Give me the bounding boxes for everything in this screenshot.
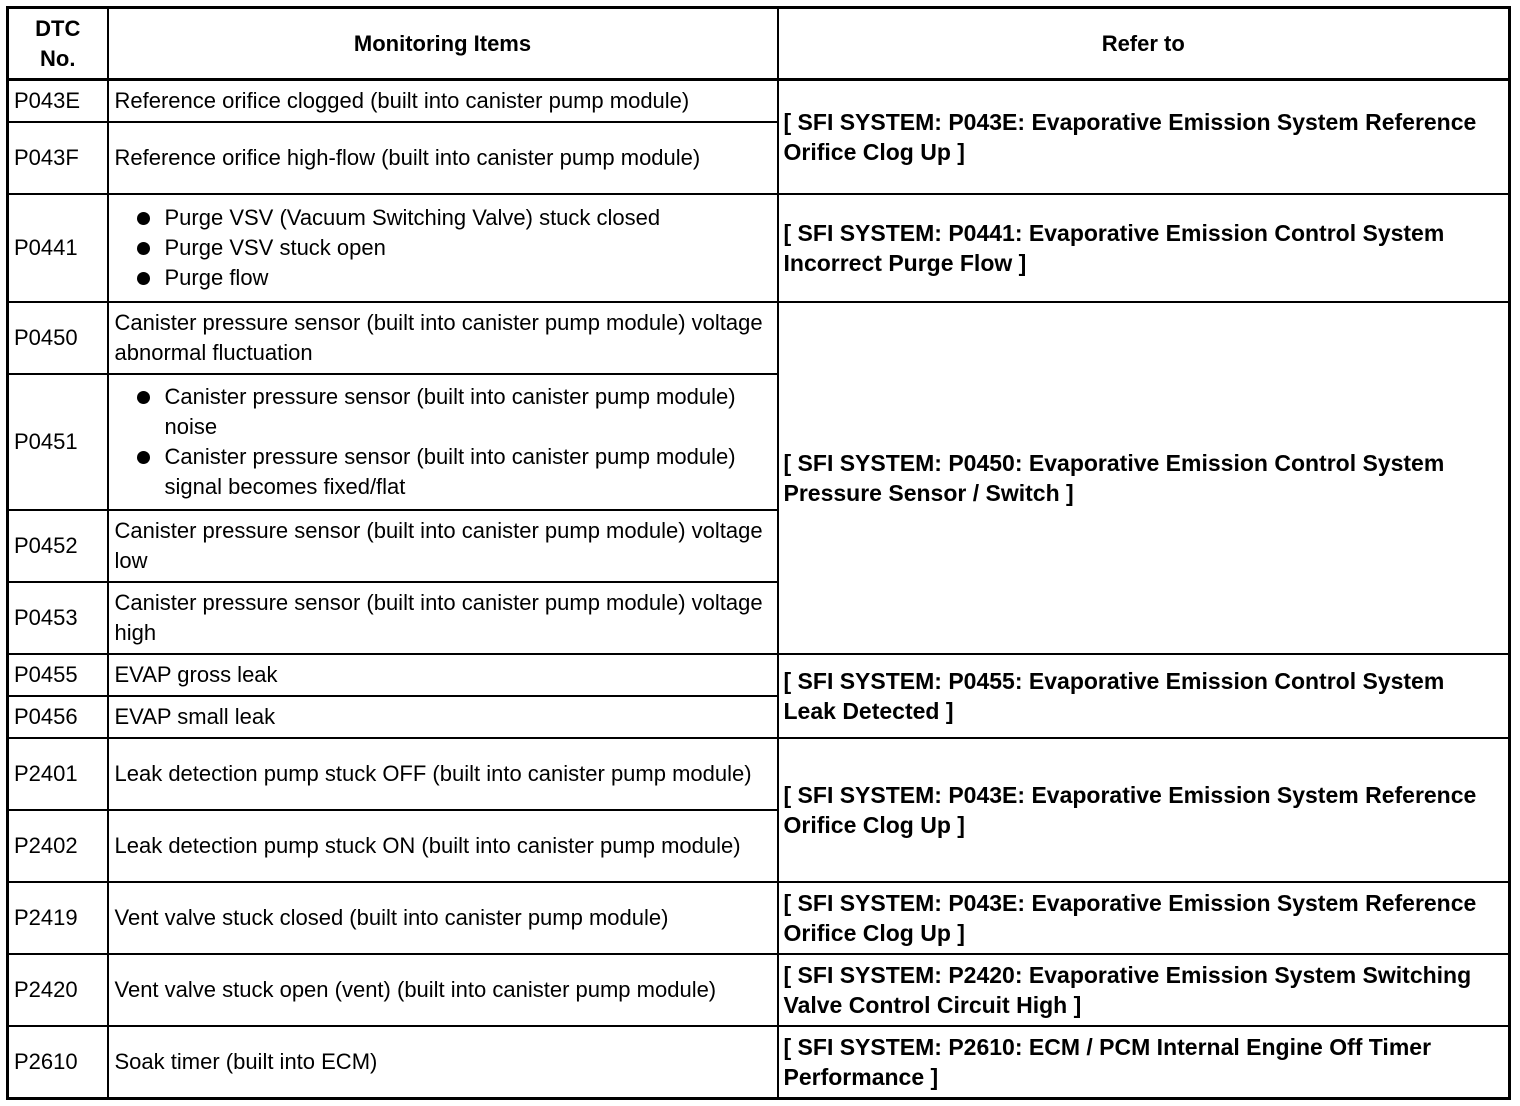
dtc-table [6,6,1511,1100]
bullet-list [115,203,771,293]
refer-to-cell: [ SFI SYSTEM: P0441: Evaporative Emission Control System Incorrect Purge Flow ] [778,194,1510,302]
monitoring-item: Leak detection pump stuck OFF (built into canister pump module) [108,738,778,810]
dtc-code: P0451 [8,374,108,510]
dtc-code: P043E [8,80,108,122]
dtc-code: P0452 [8,510,108,582]
table-row [8,954,1510,1026]
monitoring-item: Vent valve stuck open (vent) (built into canister pump module) [108,954,778,1026]
bullet-item: Canister pressure sensor (built into canister pump module) signal becomes fixed/flat [115,442,771,502]
refer-to-cell: [ SFI SYSTEM: P0450: Evaporative Emission Control System Pressure Sensor / Switch ] [778,302,1510,654]
dtc-code: P0441 [8,194,108,302]
monitoring-item: EVAP small leak [108,696,778,738]
monitoring-item: Reference orifice clogged (built into canister pump module) [108,80,778,122]
monitoring-item: Reference orifice high-flow (built into canister pump module) [108,122,778,194]
header-dtc-line1: DTC [35,15,81,41]
header-dtc-line2: No. [40,45,76,71]
monitoring-item: Canister pressure sensor (built into canister pump module) voltage low [108,510,778,582]
table-row [8,194,1510,302]
table-row [8,882,1510,954]
table-row [8,80,1510,122]
dtc-code: P2402 [8,810,108,882]
header-dtc-no [8,8,108,80]
dtc-code: P0453 [8,582,108,654]
bullet-list [115,382,771,502]
dtc-code: P043F [8,122,108,194]
monitoring-item [108,374,778,510]
refer-to-cell: [ SFI SYSTEM: P043E: Evaporative Emission System Reference Orifice Clog Up ] [778,882,1510,954]
monitoring-item: Vent valve stuck closed (built into canister pump module) [108,882,778,954]
bullet-item: Purge VSV (Vacuum Switching Valve) stuck closed [115,203,771,233]
refer-to-cell: [ SFI SYSTEM: P2610: ECM / PCM Internal Engine Off Timer Performance ] [778,1026,1510,1098]
refer-to-cell: [ SFI SYSTEM: P2420: Evaporative Emission System Switching Valve Control Circuit High ] [778,954,1510,1026]
bullet-item: Purge VSV stuck open [115,233,771,263]
refer-to-cell: [ SFI SYSTEM: P0455: Evaporative Emission Control System Leak Detected ] [778,654,1510,738]
monitoring-item: Leak detection pump stuck ON (built into canister pump module) [108,810,778,882]
monitoring-item [108,194,778,302]
table-row [8,738,1510,810]
monitoring-item: Soak timer (built into ECM) [108,1026,778,1098]
table-row [8,1026,1510,1098]
dtc-code: P2419 [8,882,108,954]
table-row [8,302,1510,374]
dtc-code: P2401 [8,738,108,810]
dtc-code: P2420 [8,954,108,1026]
dtc-code: P0450 [8,302,108,374]
header-row [8,8,1510,80]
dtc-code: P0455 [8,654,108,696]
dtc-code: P2610 [8,1026,108,1098]
table-row [8,654,1510,696]
refer-to-cell: [ SFI SYSTEM: P043E: Evaporative Emission System Reference Orifice Clog Up ] [778,738,1510,882]
monitoring-item: Canister pressure sensor (built into canister pump module) voltage high [108,582,778,654]
bullet-item: Canister pressure sensor (built into canister pump module) noise [115,382,771,442]
monitoring-item: Canister pressure sensor (built into canister pump module) voltage abnormal fluctuation [108,302,778,374]
header-monitoring-items: Monitoring Items [108,8,778,80]
bullet-item: Purge flow [115,263,771,293]
dtc-code: P0456 [8,696,108,738]
monitoring-item: EVAP gross leak [108,654,778,696]
header-refer-to: Refer to [778,8,1510,80]
refer-to-cell: [ SFI SYSTEM: P043E: Evaporative Emission System Reference Orifice Clog Up ] [778,80,1510,194]
